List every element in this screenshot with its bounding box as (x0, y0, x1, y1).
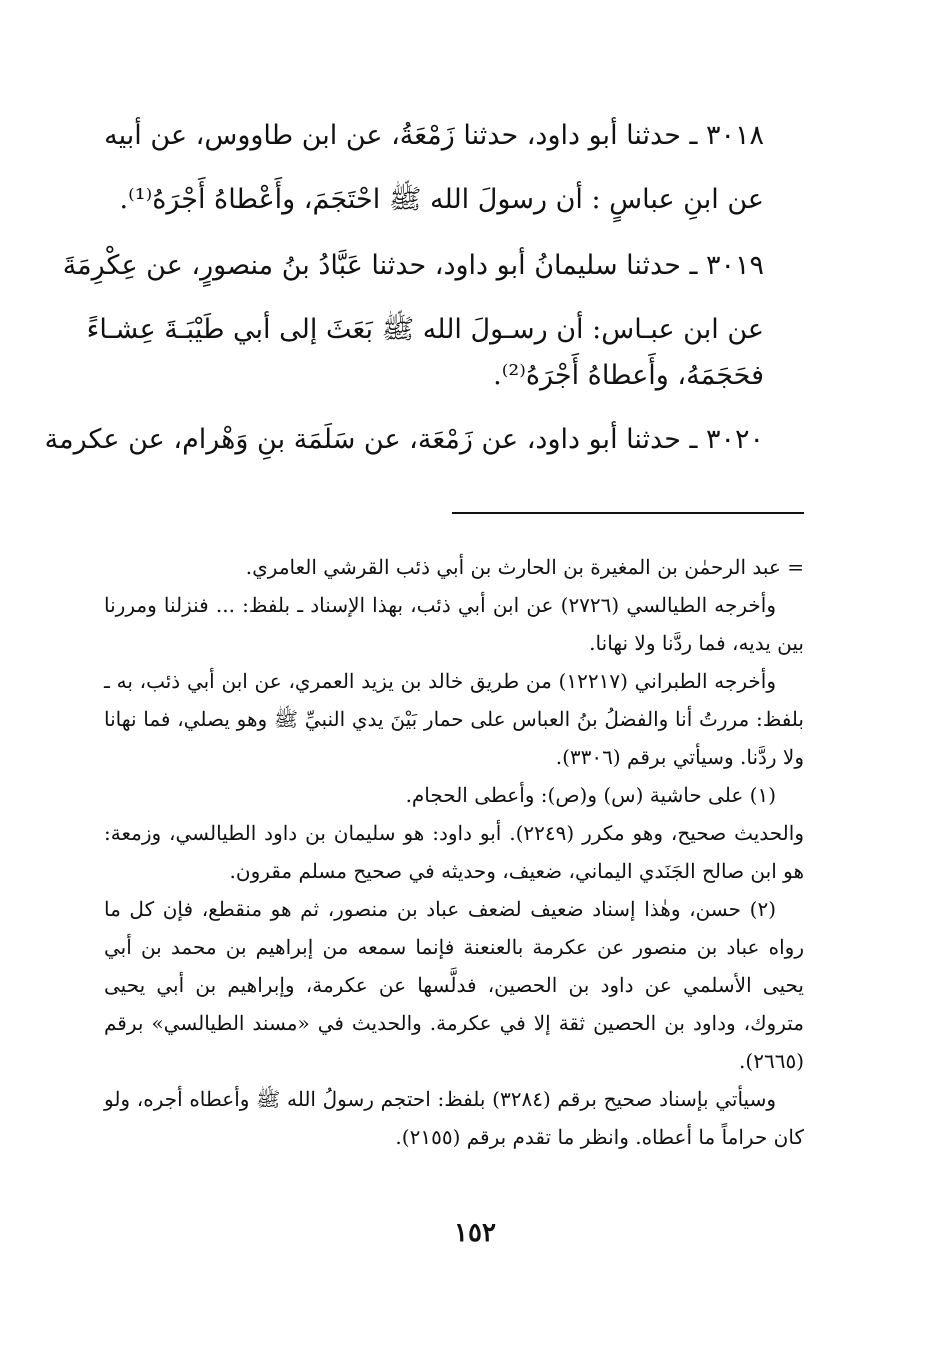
footnote-separator (452, 512, 804, 514)
hadith-3019-line-3: فحَجَمَهُ، وأَعطاهُ أَجْرَهُ⁽²⁾. (493, 360, 764, 391)
footnote-1: (١) على حاشية (س) و(ص): وأعطى الحجام. (405, 783, 776, 807)
footnote-2-comment: وسيأتي بإسناد صحيح برقم (٣٢٨٤) بلفظ: احتجم رسولُ الله ﷺ وأعطاه أجره، ولو كان حراماً ما أعطاه. وانظر ما تقدم برقم (٢١٥٥). (104, 1087, 804, 1149)
hadith-3018-line-1: ٣٠١٨ ـ حدثنا أبو داود، حدثنا زَمْعَةُ، عن ابن طاووس، عن أبيه (104, 120, 764, 151)
footnote-paragraph: وأخرجه الطيالسي (٢٧٢٦) عن ابن أبي ذئب، بهذا الإسناد ـ بلفظ: ... فنزلنا ومررنا بين يديه، فما ردَّنا ولا نهانا. (104, 593, 804, 655)
footnote-paragraph: وأخرجه الطبراني (١٢٢١٧) من طريق خالد بن يزيد العمري، عن ابن أبي ذئب، به ـ بلفظ: مررتُ أنا والفضلُ بنُ العباس على حمار بَيْنَ يدي النبيِّ ﷺ وهو يصلي، فما نهانا ولا ردَّنا. وسيأتي برقم (٣٣٠٦). (104, 669, 804, 769)
footnote-1-comment: والحديث صحيح، وهو مكرر (٢٢٤٩). أبو داود: هو سليمان بن داود الطيالسي، وزمعة: هو ابن صالح الجَنَدي اليماني، ضعيف، وحديثه في صحيح مسلم مقرون. (104, 821, 804, 883)
footnote-continuation: = عبد الرحمٰن بن المغيرة بن الحارث بن أبي ذئب القرشي العامري. (245, 555, 804, 579)
footnotes (104, 548, 804, 1156)
footnote-2: (٢) حسن، وهٰذا إسناد ضعيف لضعف عباد بن منصور، ثم هو منقطع، فإن كل ما رواه عباد بن منصور عن عكرمة بالعنعنة فإنما سمعه من إبراهيم بن محمد بن أبي يحيى الأسلمي عن داود بن الحصين، فدلَّسها عن عكرمة، وإبراهيم بن أبي يحيى متروك، وداود بن الحصين ثقة إلا في عكرمة. والحديث في «مسند الطيالسي» برقم (٢٦٦٥). (104, 897, 804, 1073)
hadith-3020-line-1: ٣٠٢٠ ـ حدثنا أبو داود، عن زَمْعَة، عن سَلَمَة بنِ وَهْرام، عن عكرمة (44, 424, 764, 455)
hadith-3019-line-2: عن ابن عبـاس: أن رسـولَ الله ﷺ بَعَثَ إلى أبي طَيْبَـةَ عِشـاءً (86, 314, 764, 345)
hadith-3018-line-2: عن ابنِ عباسٍ : أن رسولَ الله ﷺ احْتَجَمَ، وأَعْطاهُ أَجْرَهُ⁽¹⁾. (119, 184, 764, 215)
hadith-3019-line-1: ٣٠١٩ ـ حدثنا سليمانُ أبو داود، حدثنا عَبَّادُ بنُ منصورٍ، عن عِكْرِمَةَ (62, 250, 764, 281)
page-number: ١٥٢ (454, 1218, 496, 1248)
